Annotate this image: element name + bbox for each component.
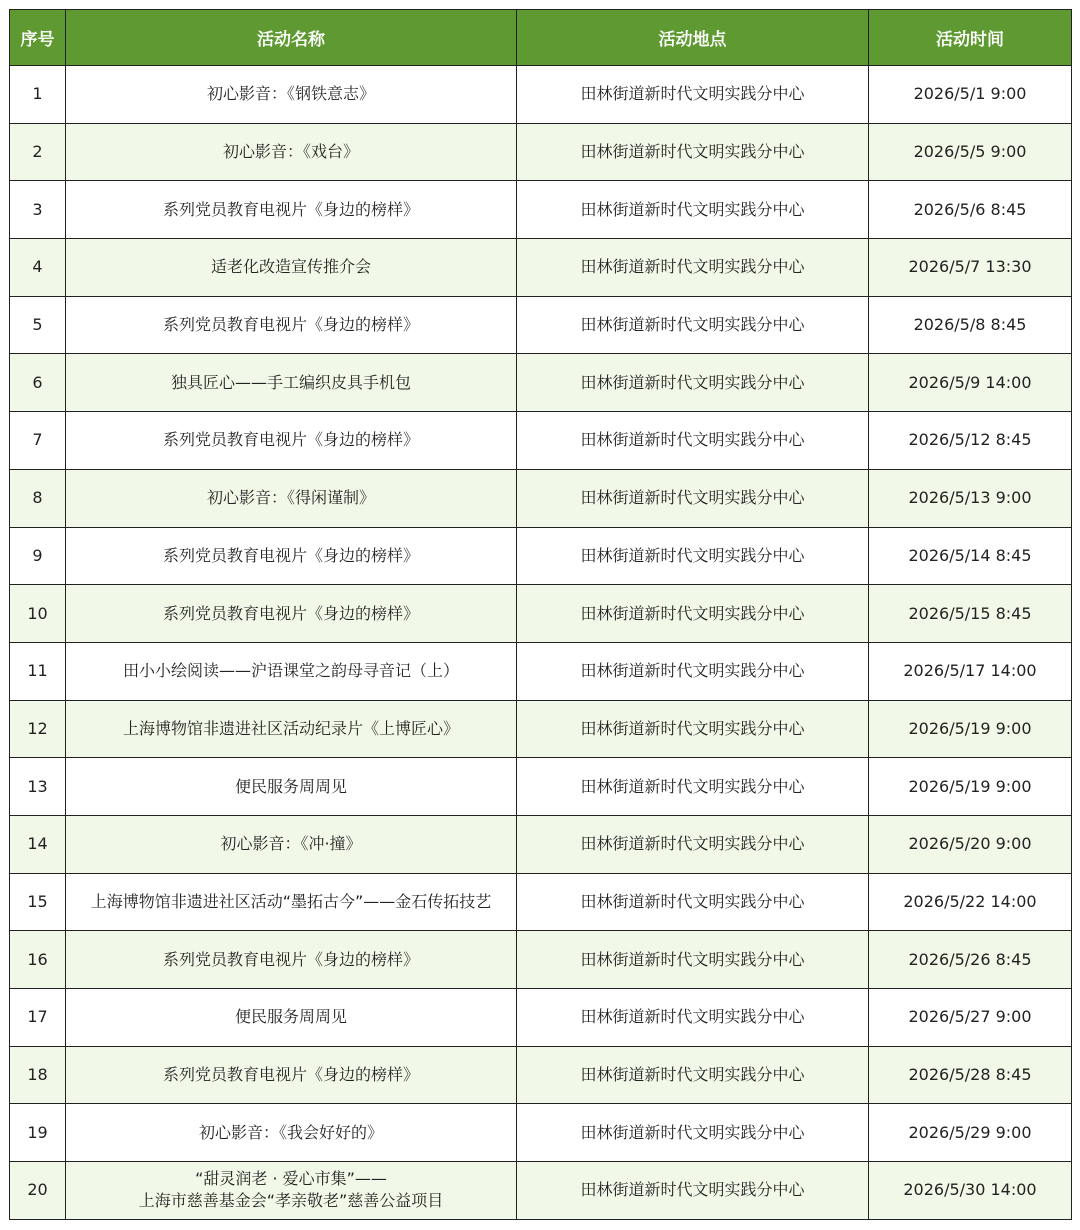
row-activity-name: 系列党员教育电视片《身边的榜样》 (66, 1046, 517, 1104)
activity-schedule-table (9, 9, 1072, 1220)
row-activity-name: 系列党员教育电视片《身边的榜样》 (66, 412, 517, 470)
row-number: 13 (10, 758, 66, 816)
table-row (10, 1104, 1072, 1162)
row-activity-place: 田林街道新时代文明实践分中心 (517, 469, 869, 527)
table-row (10, 585, 1072, 643)
row-number: 12 (10, 700, 66, 758)
row-activity-place: 田林街道新时代文明实践分中心 (517, 296, 869, 354)
row-activity-place: 田林街道新时代文明实践分中心 (517, 585, 869, 643)
row-number: 2 (10, 123, 66, 181)
table-row (10, 354, 1072, 412)
table-row (10, 989, 1072, 1047)
row-activity-place: 田林街道新时代文明实践分中心 (517, 66, 869, 124)
table-row (10, 181, 1072, 239)
table-row (10, 296, 1072, 354)
row-number: 5 (10, 296, 66, 354)
row-activity-time: 2026/5/8 8:45 (869, 296, 1072, 354)
row-activity-place: 田林街道新时代文明实践分中心 (517, 642, 869, 700)
row-number: 7 (10, 412, 66, 470)
row-number: 8 (10, 469, 66, 527)
row-activity-name: 系列党员教育电视片《身边的榜样》 (66, 181, 517, 239)
row-activity-name: 田小小绘阅读——沪语课堂之韵母寻音记（上） (66, 642, 517, 700)
row-activity-place: 田林街道新时代文明实践分中心 (517, 815, 869, 873)
row-number: 20 (10, 1162, 66, 1220)
row-activity-time: 2026/5/13 9:00 (869, 469, 1072, 527)
row-activity-name: 初心影音：《戏台》 (66, 123, 517, 181)
row-activity-time: 2026/5/19 9:00 (869, 758, 1072, 816)
row-number: 18 (10, 1046, 66, 1104)
row-activity-time: 2026/5/7 13:30 (869, 239, 1072, 297)
row-activity-place: 田林街道新时代文明实践分中心 (517, 239, 869, 297)
row-number: 14 (10, 815, 66, 873)
table-header-row (10, 10, 1072, 66)
table-row (10, 412, 1072, 470)
row-activity-time: 2026/5/27 9:00 (869, 989, 1072, 1047)
row-activity-name: 上海博物馆非遗进社区活动“墨拓古今”——金石传拓技艺 (66, 873, 517, 931)
row-activity-time: 2026/5/26 8:45 (869, 931, 1072, 989)
row-activity-time: 2026/5/9 14:00 (869, 354, 1072, 412)
row-number: 6 (10, 354, 66, 412)
row-activity-time: 2026/5/6 8:45 (869, 181, 1072, 239)
row-number: 1 (10, 66, 66, 124)
row-activity-name: 独具匠心——手工编织皮具手机包 (66, 354, 517, 412)
table-row (10, 1046, 1072, 1104)
row-activity-time: 2026/5/19 9:00 (869, 700, 1072, 758)
row-activity-name (66, 1162, 517, 1220)
row-activity-place: 田林街道新时代文明实践分中心 (517, 700, 869, 758)
row-activity-place: 田林街道新时代文明实践分中心 (517, 758, 869, 816)
row-activity-place: 田林街道新时代文明实践分中心 (517, 989, 869, 1047)
row-activity-name: 系列党员教育电视片《身边的榜样》 (66, 527, 517, 585)
table-row (10, 1162, 1072, 1220)
row-number: 11 (10, 642, 66, 700)
table-row (10, 700, 1072, 758)
row-activity-time: 2026/5/20 9:00 (869, 815, 1072, 873)
table-row (10, 527, 1072, 585)
row-activity-name-line: 上海市慈善基金会“孝亲敬老”慈善公益项目 (138, 1191, 444, 1211)
row-activity-time: 2026/5/22 14:00 (869, 873, 1072, 931)
row-activity-name: 系列党员教育电视片《身边的榜样》 (66, 296, 517, 354)
row-activity-place: 田林街道新时代文明实践分中心 (517, 412, 869, 470)
row-activity-name: 初心影音：《我会好好的》 (66, 1104, 517, 1162)
row-activity-name: 便民服务周周见 (66, 989, 517, 1047)
table-row (10, 815, 1072, 873)
row-activity-name: 系列党员教育电视片《身边的榜样》 (66, 585, 517, 643)
row-activity-name: 便民服务周周见 (66, 758, 517, 816)
row-activity-place: 田林街道新时代文明实践分中心 (517, 354, 869, 412)
table-row (10, 66, 1072, 124)
header-activity-name: 活动名称 (66, 10, 517, 66)
row-activity-time: 2026/5/14 8:45 (869, 527, 1072, 585)
table-row (10, 931, 1072, 989)
row-number: 16 (10, 931, 66, 989)
row-activity-place: 田林街道新时代文明实践分中心 (517, 1104, 869, 1162)
row-activity-place: 田林街道新时代文明实践分中心 (517, 123, 869, 181)
table-row (10, 239, 1072, 297)
row-activity-time: 2026/5/17 14:00 (869, 642, 1072, 700)
row-activity-time: 2026/5/29 9:00 (869, 1104, 1072, 1162)
row-number: 15 (10, 873, 66, 931)
row-activity-name: 系列党员教育电视片《身边的榜样》 (66, 931, 517, 989)
row-activity-place: 田林街道新时代文明实践分中心 (517, 1046, 869, 1104)
row-activity-place: 田林街道新时代文明实践分中心 (517, 1162, 869, 1220)
header-activity-place: 活动地点 (517, 10, 869, 66)
row-activity-time: 2026/5/28 8:45 (869, 1046, 1072, 1104)
header-activity-time: 活动时间 (869, 10, 1072, 66)
table-row (10, 873, 1072, 931)
row-activity-name: 适老化改造宣传推介会 (66, 239, 517, 297)
row-activity-time: 2026/5/15 8:45 (869, 585, 1072, 643)
row-activity-time: 2026/5/30 14:00 (869, 1162, 1072, 1220)
row-activity-time: 2026/5/1 9:00 (869, 66, 1072, 124)
row-activity-name: 上海博物馆非遗进社区活动纪录片《上博匠心》 (66, 700, 517, 758)
row-activity-name: 初心影音：《钢铁意志》 (66, 66, 517, 124)
row-number: 19 (10, 1104, 66, 1162)
row-number: 9 (10, 527, 66, 585)
row-activity-name-line: “甜灵润老 · 爱心市集”—— (195, 1169, 387, 1189)
row-activity-time: 2026/5/12 8:45 (869, 412, 1072, 470)
table-row (10, 469, 1072, 527)
row-activity-place: 田林街道新时代文明实践分中心 (517, 527, 869, 585)
row-activity-place: 田林街道新时代文明实践分中心 (517, 931, 869, 989)
header-number: 序号 (10, 10, 66, 66)
row-number: 10 (10, 585, 66, 643)
table-row (10, 123, 1072, 181)
row-activity-name: 初心影音：《冲·撞》 (66, 815, 517, 873)
row-activity-name: 初心影音：《得闲谨制》 (66, 469, 517, 527)
row-activity-place: 田林街道新时代文明实践分中心 (517, 873, 869, 931)
row-activity-time: 2026/5/5 9:00 (869, 123, 1072, 181)
table-row (10, 758, 1072, 816)
row-number: 3 (10, 181, 66, 239)
row-activity-place: 田林街道新时代文明实践分中心 (517, 181, 869, 239)
table-row (10, 642, 1072, 700)
row-number: 4 (10, 239, 66, 297)
row-number: 17 (10, 989, 66, 1047)
